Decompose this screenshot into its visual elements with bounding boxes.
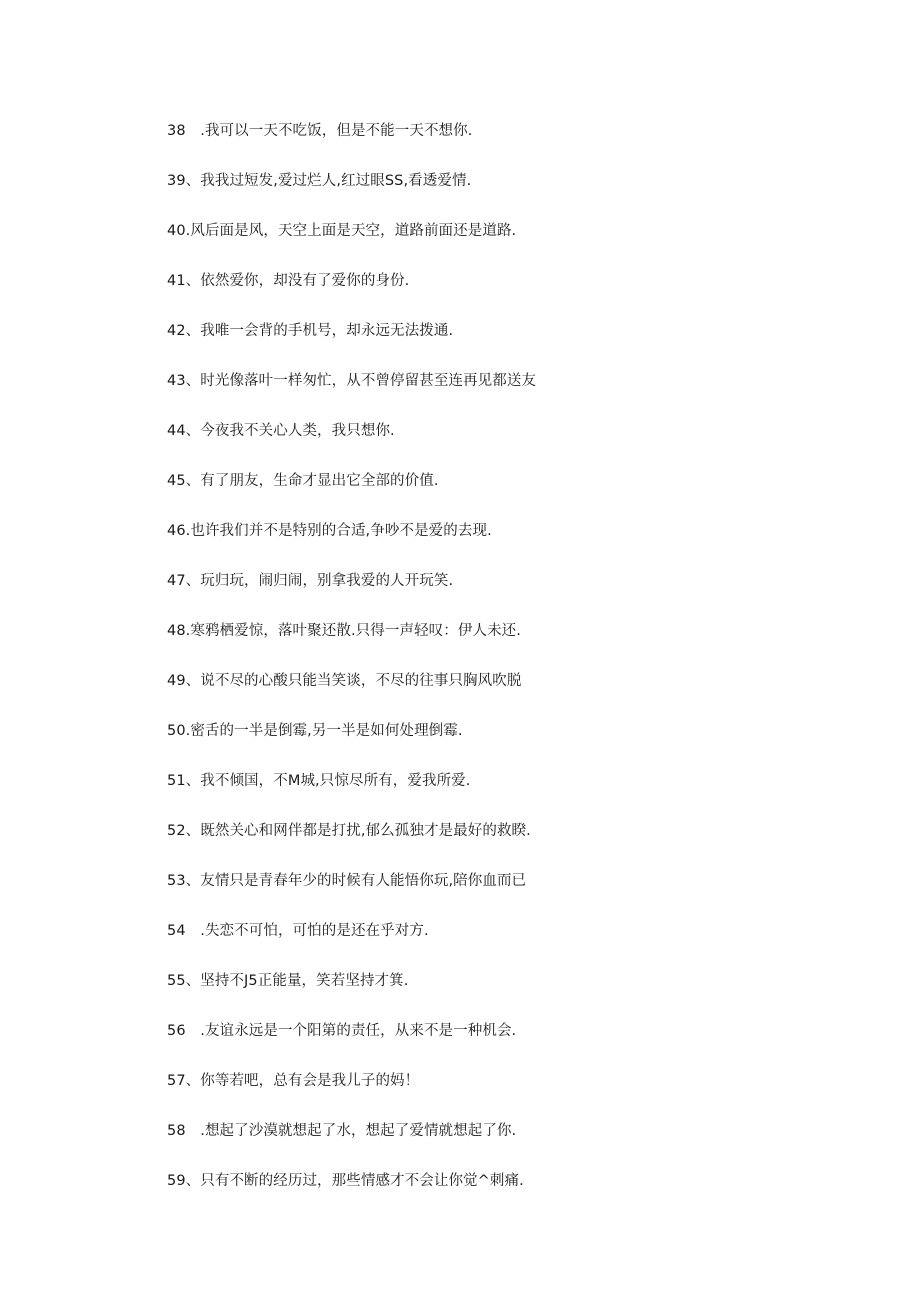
list-item: 45、有了朋友，生命才显出它全部的价值. xyxy=(167,473,439,489)
list-item: 43、时光像落叶一样匆忙，从不曾停留甚至连再见都送友 xyxy=(167,373,537,389)
list-item: 50.密舌的一半是倒霉,另一半是如何处理倒霉. xyxy=(167,723,463,739)
list-item: 38 .我可以一天不吃饭，但是不能一天不想你. xyxy=(167,123,473,139)
quote-list xyxy=(167,119,867,1219)
list-item: 54 .失恋不可怕，可怕的是还在乎对方. xyxy=(167,923,429,939)
list-item: 41、依然爱你，却没有了爱你的身份. xyxy=(167,273,410,289)
list-item: 46.也许我们并不是特别的合适,争吵不是爱的去现. xyxy=(167,523,492,539)
list-item: 42、我唯一会背的手机号，却永远无法拨通. xyxy=(167,323,454,339)
list-item: 56 .友谊永远是一个阳第的责任，从来不是一种机会. xyxy=(167,1023,517,1039)
list-item: 39、我我过短发,爱过烂人,红过眼SS,看透爱情. xyxy=(167,173,472,189)
list-item: 51、我不倾国，不M城,只惊尽所有，爱我所爱. xyxy=(167,773,471,789)
list-item: 48.寒鸦栖爱惊，落叶聚还散.只得一声轻叹：伊人未还. xyxy=(167,623,521,639)
list-item: 44、今夜我不关心人类，我只想你. xyxy=(167,423,395,439)
list-item: 58 .想起了沙漠就想起了水，想起了爱情就想起了你. xyxy=(167,1123,517,1139)
list-item: 53、友情只是青春年少的时候有人能悟你玩,陪你血而已 xyxy=(167,873,527,889)
list-item: 59、只有不断的经历过，那些情感才不会让你觉^刺痛. xyxy=(167,1173,524,1189)
list-item: 55、坚持不J5正能量，笑若坚持才箕. xyxy=(167,973,409,989)
list-item: 47、玩归玩，闹归闹，别拿我爱的人开玩笑. xyxy=(167,573,454,589)
list-item: 52、既然关心和网伴都是打扰,郁么孤独才是最好的救睽. xyxy=(167,823,531,839)
list-item: 57、你等若吧，总有会是我儿子的妈！ xyxy=(167,1073,420,1089)
list-item: 49、说不尽的心酸只能当笑谈，不尽的往事只胸风吹脱 xyxy=(167,673,522,689)
list-item: 40.风后面是风，天空上面是天空，道路前面还是道路. xyxy=(167,223,517,239)
